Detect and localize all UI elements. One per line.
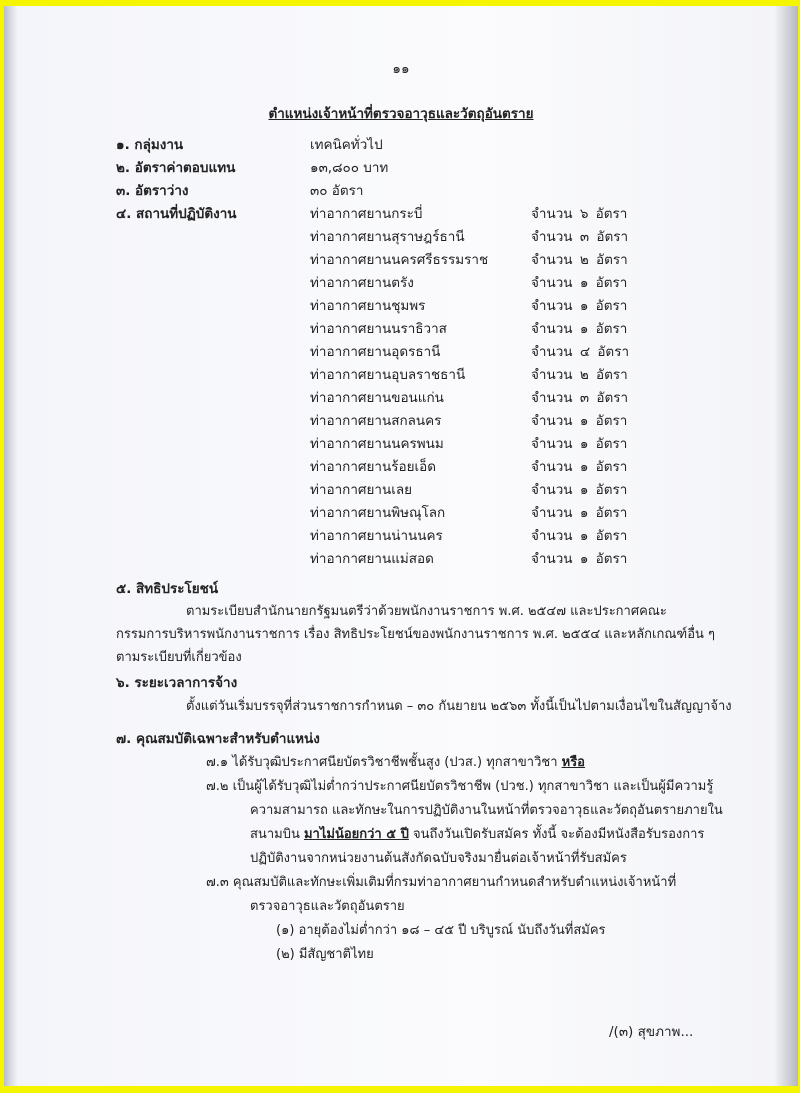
location-count: จำนวน ๑ อัตรา xyxy=(531,551,628,567)
field-value-compensation: ๑๓,๘๐๐ บาท xyxy=(310,160,389,176)
location-name: ท่าอากาศยานอุบลราชธานี xyxy=(310,367,466,383)
section-benefits-text: ตามระเบียบที่เกี่ยวข้อง xyxy=(116,650,242,665)
location-count: จำนวน ๓ อัตรา xyxy=(531,390,629,406)
field-label-compensation: ๒. อัตราค่าตอบแทน xyxy=(116,160,236,176)
location-count: จำนวน ๑ อัตรา xyxy=(531,528,628,544)
location-count: จำนวน ๑ อัตรา xyxy=(531,413,628,429)
location-count: จำนวน ๓ อัตรา xyxy=(531,229,629,245)
qualification-item-2-cont: ความสามารถ และทักษะในการปฏิบัติงานในหน้าที่ตรวจอาวุธและวัตถุอันตรายภายใน xyxy=(250,803,723,818)
qualification-item-3-cont: ตรวจอาวุธและวัตถุอันตราย xyxy=(250,899,405,914)
location-name: ท่าอากาศยานน่านนคร xyxy=(310,528,443,544)
location-name: ท่าอากาศยานสุราษฎร์ธานี xyxy=(310,229,465,245)
section-qualifications-heading: ๗. คุณสมบัติเฉพาะสำหรับตำแหน่ง xyxy=(116,731,320,747)
location-name: ท่าอากาศยานกระบี่ xyxy=(310,206,423,222)
qualification-item-2-cont xyxy=(250,826,704,844)
field-label-work-group: ๑. กลุ่มงาน xyxy=(116,137,184,153)
location-name: ท่าอากาศยานขอนแก่น xyxy=(310,390,444,406)
qualification-text: จนถึงวันเปิดรับสมัคร ทั้งนี้ จะต้องมีหนังสือรับรองการ xyxy=(408,827,705,842)
location-name: ท่าอากาศยานอุดรธานี xyxy=(310,344,441,360)
qualification-text: ๗.๑ ได้รับวุฒิประกาศนียบัตรวิชาชีพชั้นสูง (ปวส.) ทุกสาขาวิชา xyxy=(206,755,562,770)
field-label-vacancies: ๓. อัตราว่าง xyxy=(116,183,189,199)
location-count: จำนวน ๑ อัตรา xyxy=(531,298,628,314)
qualification-item-2: ๗.๒ เป็นผู้ได้รับวุฒิไม่ต่ำกว่าประกาศนียบัตรวิชาชีพ (ปวช.) ทุกสาขาวิชา และเป็นผู้มีความรู้ xyxy=(206,779,714,794)
field-value-vacancies: ๓๐ อัตรา xyxy=(310,183,364,199)
location-name: ท่าอากาศยานตรัง xyxy=(310,275,414,291)
location-count: จำนวน ๑ อัตรา xyxy=(531,482,628,498)
field-value-work-group: เทคนิคทั่วไป xyxy=(310,137,383,153)
qualification-subitem-age: (๑) อายุต้องไม่ต่ำกว่า ๑๘ – ๔๕ ปี บริบูรณ์ นับถึงวันที่สมัคร xyxy=(276,923,606,938)
location-count: จำนวน ๑ อัตรา xyxy=(531,459,628,475)
location-name: ท่าอากาศยานเลย xyxy=(310,482,413,498)
location-count: จำนวน ๖ อัตรา xyxy=(531,206,628,222)
location-count: จำนวน ๒ อัตรา xyxy=(531,367,628,383)
location-count: จำนวน ๑ อัตรา xyxy=(531,275,628,291)
location-count: จำนวน ๑ อัตรา xyxy=(531,505,628,521)
location-name: ท่าอากาศยานชุมพร xyxy=(310,298,426,314)
location-count: จำนวน ๑ อัตรา xyxy=(531,321,628,337)
location-name: ท่าอากาศยานนครพนม xyxy=(310,436,444,452)
section-benefits-heading: ๕. สิทธิประโยชน์ xyxy=(116,581,219,597)
location-name: ท่าอากาศยานนครศรีธรรมราช xyxy=(310,252,489,268)
qualification-item-3: ๗.๓ คุณสมบัติและทักษะเพิ่มเติมที่กรมท่าอากาศยานกำหนดสำหรับตำแหน่งเจ้าหน้าที่ xyxy=(206,875,677,890)
field-label-workplace: ๔. สถานที่ปฏิบัติงาน xyxy=(116,206,237,222)
location-name: ท่าอากาศยานสกลนคร xyxy=(310,413,442,429)
page-number: ๑๑ xyxy=(392,61,410,77)
section-employment-text: ตั้งแต่วันเริ่มบรรจุที่ส่วนราชการกำหนด – ๓๐ กันยายน ๒๕๖๓ ทั้งนี้เป็นไปตามเงื่อนไขในสัญญาจ้าง xyxy=(186,699,732,714)
qualification-subitem-nationality: (๒) มีสัญชาติไทย xyxy=(276,947,374,962)
qualification-item-1 xyxy=(206,754,585,772)
section-benefits-text: ตามระเบียบสำนักนายกรัฐมนตรีว่าด้วยพนักงานราชการ พ.ศ. ๒๕๔๗ และประกาศคณะ xyxy=(186,604,667,619)
location-count: จำนวน ๒ อัตรา xyxy=(531,252,628,268)
document-page xyxy=(4,6,798,1086)
continuation-footer: /(๓) สุขภาพ... xyxy=(609,1024,694,1040)
qualification-text: สนามบิน xyxy=(250,827,304,842)
location-name: ท่าอากาศยานร้อยเอ็ด xyxy=(310,459,436,475)
position-title: ตำแหน่งเจ้าหน้าที่ตรวจอาวุธและวัตถุอันตราย xyxy=(268,106,534,122)
location-name: ท่าอากาศยานนราธิวาส xyxy=(310,321,447,337)
qualification-item-2-cont: ปฏิบัติงานจากหน่วยงานต้นสังกัดฉบับจริงมายื่นต่อเจ้าหน้าที่รับสมัคร xyxy=(250,851,627,866)
section-benefits-text: กรรมการบริหารพนักงานราชการ เรื่อง สิทธิประโยชน์ของพนักงานราชการ พ.ศ. ๒๕๕๔ และหลักเกณฑ์อื่น ๆ xyxy=(116,627,716,642)
qualification-emphasis: มาไม่น้อยกว่า ๕ ปี xyxy=(303,827,409,842)
qualification-emphasis: หรือ xyxy=(561,755,585,770)
location-name: ท่าอากาศยานแม่สอด xyxy=(310,551,434,567)
location-name: ท่าอากาศยานพิษณุโลก xyxy=(310,505,446,521)
location-count: จำนวน ๔ อัตรา xyxy=(531,344,630,360)
location-count: จำนวน ๑ อัตรา xyxy=(531,436,628,452)
section-employment-heading: ๖. ระยะเวลาการจ้าง xyxy=(116,675,238,691)
